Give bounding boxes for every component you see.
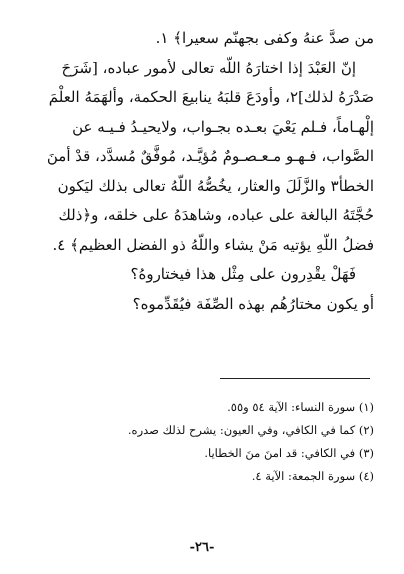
text-line: حُجَّتَهُ البالغة على عباده، وشاهدَهُ على خلقه، و﴿ذلك	[58, 206, 374, 224]
text-line: من صدَّ عنهُ وكفى بجهنّم سعيرا﴾ ١.	[155, 29, 374, 47]
text-line: إلْهـاماً، فـلم يَعْيَ بعـده بجـواب، ولايحيـدُ فـيـه عن	[72, 117, 374, 136]
footnote: (٢) كما في الكافي، وفي العيون: يشرح لذلك صدره.	[127, 423, 374, 437]
page-number: -٢٦-	[189, 540, 215, 555]
main-text	[22, 24, 374, 319]
text-line: الصَّواب، فـهـو مـعـصـومٌ مُؤيَّـد، مُوفَّقٌ مُسدَّد، قدْ أمنَ	[46, 147, 374, 165]
question-line: فَهَلْ يقْدِرون على مِثْل هذا فيختارو‌هُ؟	[130, 265, 356, 283]
text-line: الخطأ٣ والزَّلَلَ والعثار، يخُصُّهُ اللّهُ تعالى بذلك ليَكون	[57, 176, 374, 195]
footnote: (١) سورة النساء: الآية ٥٤ و٥٥.	[227, 400, 374, 414]
question-line: أو يكون مختارُهُم بهذه الصِّفَة فيُقَدِّموه؟	[132, 294, 374, 313]
text-line: صَدْرَهُ لذلك]٢، وأودَعَ قلبَهُ ينابيعَ الحكمة، وألهَمَهُ العلْمَ	[48, 88, 374, 106]
footnote-separator	[220, 378, 370, 379]
footnote: (٣) في الكافي: قد امنَ منَ الخطايا.	[204, 446, 374, 460]
footnotes	[22, 396, 374, 488]
text-line: فضلُ اللّهِ يؤتيه مَنْ يشاء واللّهُ ذو الفضل العظيم﴾ ٤.	[52, 235, 374, 254]
text-line: إنّ العَبْدَ إذا اختارَهُ اللّه تعالى لأمور عباده، [شَرَحَ	[61, 58, 356, 77]
footnote: (٤) سورة الجمعة: الآية ٤.	[251, 469, 374, 483]
